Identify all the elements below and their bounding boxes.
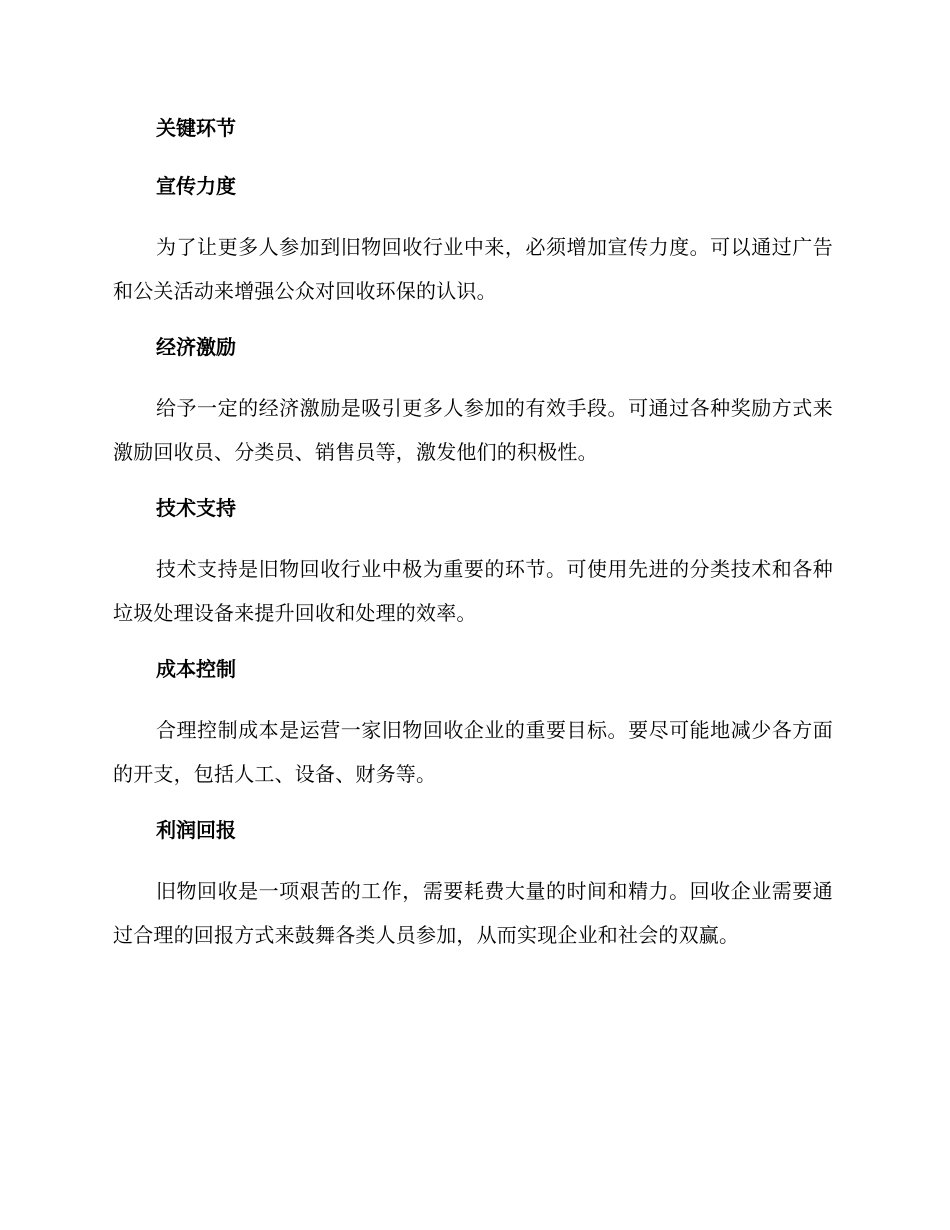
section-heading-technical-support: 技术支持 bbox=[156, 496, 236, 520]
section-heading-publicity: 宣传力度 bbox=[156, 174, 236, 198]
section-body-profit-return: 旧物回收是一项艰苦的工作，需要耗费大量的时间和精力。回收企业需要通过合理的回报方式来鼓舞各类人员参加，从而实现企业和社会的双赢。 bbox=[113, 879, 833, 947]
document-page bbox=[113, 110, 833, 973]
section-heading-economic-incentive: 经济激励 bbox=[156, 335, 236, 359]
section-heading-profit-return: 利润回报 bbox=[156, 818, 236, 842]
document-title: 关键环节 bbox=[156, 116, 236, 140]
section-body-technical-support: 技术支持是旧物回收行业中极为重要的环节。可使用先进的分类技术和各种垃圾处理设备来提升回收和处理的效率。 bbox=[113, 557, 833, 625]
section-body-cost-control: 合理控制成本是运营一家旧物回收企业的重要目标。要尽可能地减少各方面的开支，包括人工、设备、财务等。 bbox=[113, 718, 833, 786]
section-body-publicity: 为了让更多人参加到旧物回收行业中来，必须增加宣传力度。可以通过广告和公关活动来增强公众对回收环保的认识。 bbox=[113, 235, 833, 303]
section-heading-cost-control: 成本控制 bbox=[156, 657, 236, 681]
section-body-economic-incentive: 给予一定的经济激励是吸引更多人参加的有效手段。可通过各种奖励方式来激励回收员、分类员、销售员等，激发他们的积极性。 bbox=[113, 396, 833, 464]
